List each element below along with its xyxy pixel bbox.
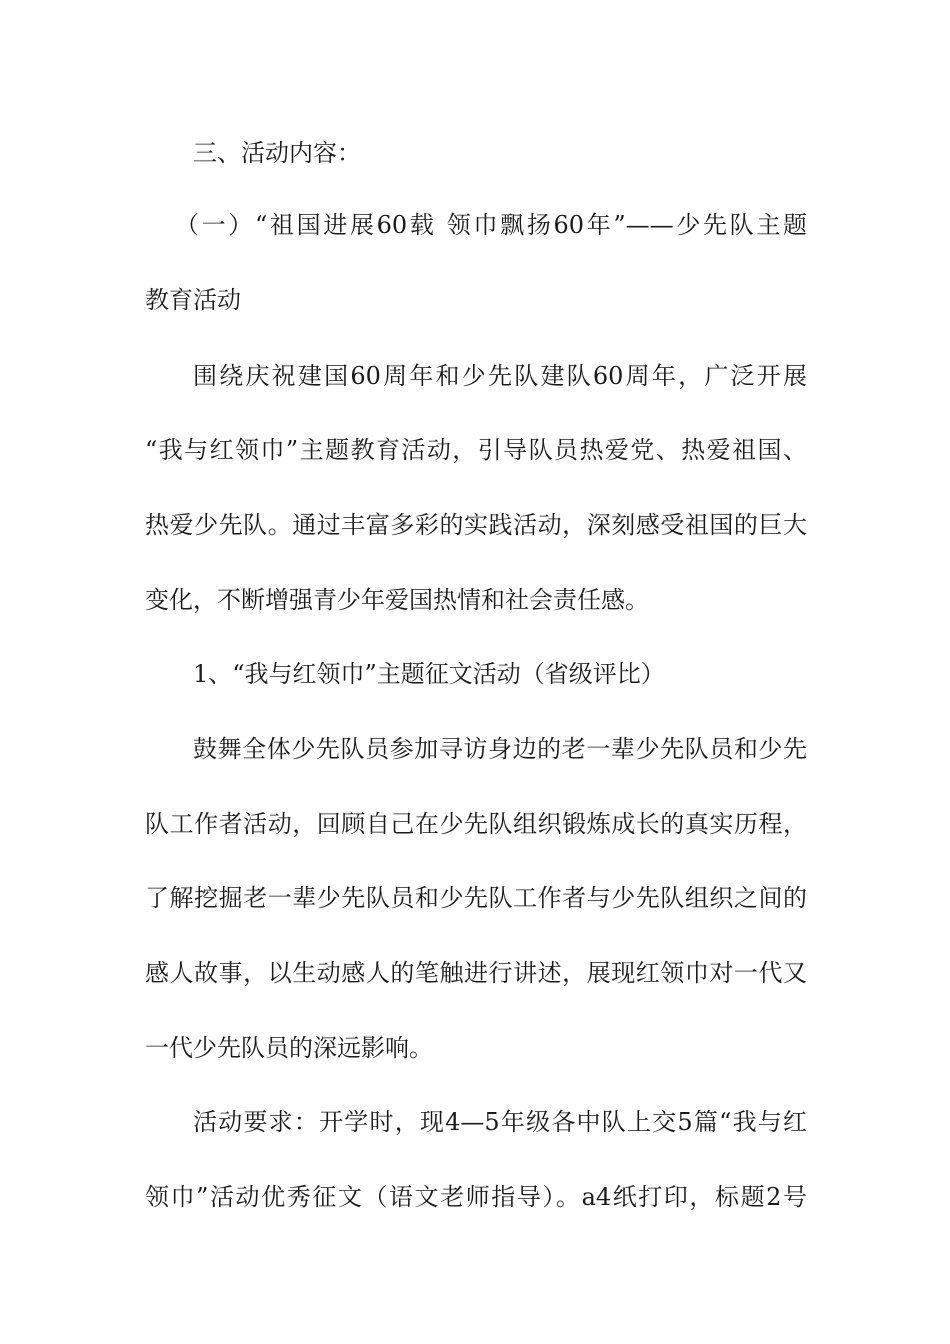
paragraph-2-line-5: 一代少先队员的深远影响。 [145, 1034, 433, 1062]
paragraph-2-line-4: 感人故事，以生动感人的笔触进行讲述，展现红领巾对一代又 [145, 959, 807, 987]
paragraph-3-line-1: 活动要求：开学时，现4—5年级各中队上交5篇“我与红 [193, 1108, 807, 1136]
paragraph-1-line-1: 围绕庆祝建国60周年和少先队建队60周年，广泛开展 [193, 362, 807, 390]
paragraph-2-line-1: 鼓舞全体少先队员参加寻访身边的老一辈少先队员和少先 [193, 735, 807, 763]
paragraph-1-line-4: 变化，不断增强青少年爱国热情和社会责任感。 [145, 586, 649, 614]
subsection-title-line-1: （一）“祖国进展60载 领巾飘扬60年”——少先队主题 [175, 211, 807, 239]
subsection-title-line-2: 教育活动 [145, 286, 241, 314]
section-heading: 三、活动内容： [193, 139, 361, 167]
paragraph-3-line-2: 领巾”活动优秀征文（语文老师指导）。a4纸打印，标题2号 [145, 1183, 807, 1211]
paragraph-1-line-2: “我与红领巾”主题教育活动，引导队员热爱党、热爱祖国、 [145, 436, 807, 464]
paragraph-2-line-3: 了解挖掘老一辈少先队员和少先队工作者与少先队组织之间的 [145, 884, 807, 912]
paragraph-1-line-3: 热爱少先队。通过丰富多彩的实践活动，深刻感受祖国的巨大 [145, 511, 807, 539]
item-1-title: 1、“我与红领巾”主题征文活动（省级评比） [193, 660, 665, 688]
paragraph-2-line-2: 队工作者活动，回顾自己在少先队组织锻炼成长的真实历程， [145, 810, 807, 838]
